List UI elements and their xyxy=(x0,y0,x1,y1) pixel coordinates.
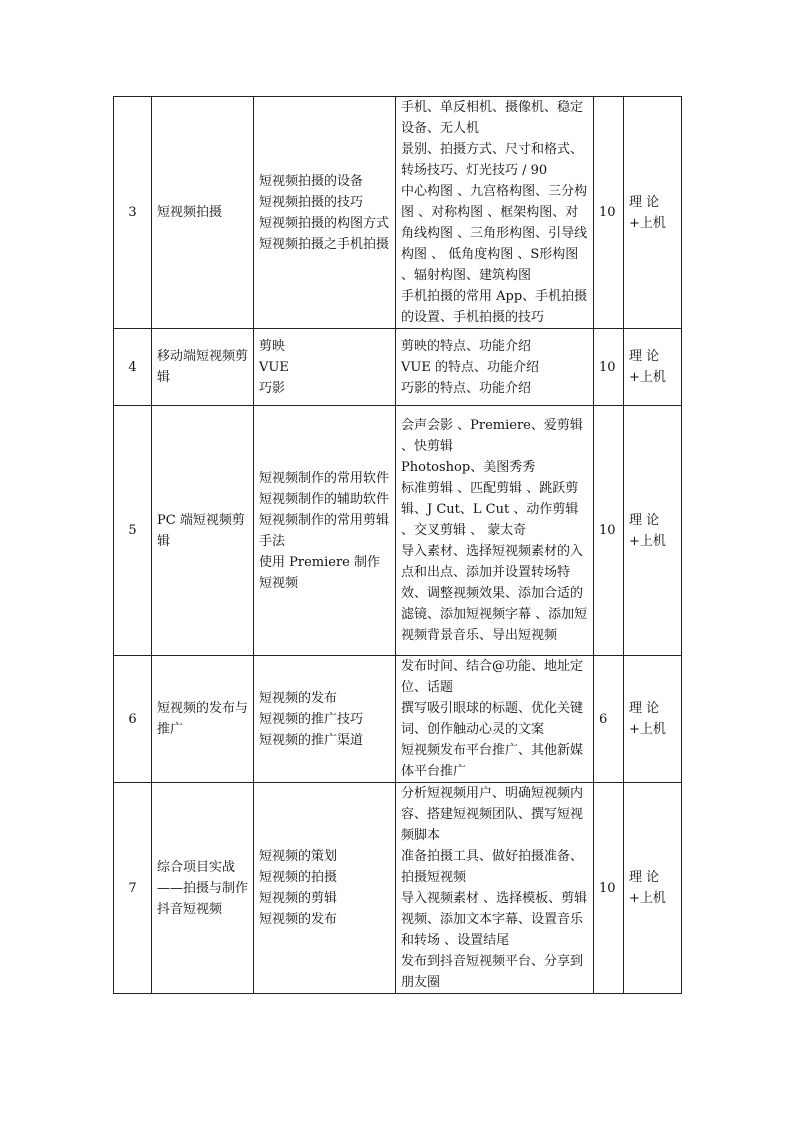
content-item: 手机拍摄的常用 App、手机拍摄的设置、手机拍摄的技巧 xyxy=(401,289,588,325)
hours-cell: 6 xyxy=(594,656,624,783)
topic-item: 短视频的拍摄 xyxy=(259,870,338,885)
topic-item: 巧影 xyxy=(259,380,286,396)
topic-item: 短视频拍摄的设备 xyxy=(259,173,364,189)
table-row xyxy=(114,656,682,783)
row-number: 6 xyxy=(114,656,152,783)
content-item: 景别、拍摄方式、尺寸和格式、转场技巧、灯光技巧 / 90 xyxy=(401,142,584,178)
hours-cell: 10 xyxy=(594,783,624,994)
hours-cell: 10 xyxy=(594,97,624,329)
content-cell xyxy=(396,656,594,783)
content-item: 剪映的特点、功能介绍 xyxy=(401,338,532,354)
module-title: 移动端短视频剪辑 xyxy=(152,329,254,406)
topic-item: 短视频拍摄的构图方式 xyxy=(259,215,390,231)
module-title: 短视频拍摄 xyxy=(152,97,254,329)
content-cell xyxy=(396,783,594,994)
course-schedule-table xyxy=(113,96,682,994)
table-row xyxy=(114,329,682,406)
topic-item: 短视频制作的常用剪辑手法 xyxy=(259,512,390,549)
topic-item: 短视频的剪辑 xyxy=(259,891,338,906)
teaching-mode: 理 论 +上机 xyxy=(624,406,682,656)
teaching-mode: 理 论 +上机 xyxy=(624,656,682,783)
content-item: 手机、单反相机、摄像机、稳定设备、无人机 xyxy=(401,100,584,136)
content-item: 标准剪辑 、匹配剪辑 、跳跃剪辑、J Cut、L Cut 、动作剪辑 、交叉剪辑 、 蒙太奇 xyxy=(401,481,579,538)
row-number: 5 xyxy=(114,406,152,656)
row-number: 4 xyxy=(114,329,152,406)
table-row xyxy=(114,97,682,329)
table-row xyxy=(114,783,682,994)
hours-cell: 10 xyxy=(594,406,624,656)
content-item: 导入视频素材 、选择模板、剪辑视频、添加文本字幕、设置音乐和转场 、设置结尾 xyxy=(401,891,588,948)
topic-item: 短视频的策划 xyxy=(259,849,338,864)
hours-cell: 10 xyxy=(594,329,624,406)
topic-item: 短视频的推广技巧 xyxy=(259,711,364,727)
module-title: 短视频的发布与推广 xyxy=(152,656,254,783)
module-title: 综合项目实战——拍摄与制作抖音短视频 xyxy=(152,783,254,994)
teaching-mode: 理 论 +上机 xyxy=(624,783,682,994)
module-title: PC 端短视频剪辑 xyxy=(152,406,254,656)
topic-item: 短视频的发布 xyxy=(259,690,338,706)
topics-cell xyxy=(254,783,396,994)
content-item: 分析短视频用户、明确短视频内容、搭建短视频团队、撰写短视频脚本 xyxy=(401,786,584,843)
content-item: 巧影的特点、功能介绍 xyxy=(401,380,532,396)
topics-cell xyxy=(254,329,396,406)
teaching-mode: 理 论 +上机 xyxy=(624,97,682,329)
topic-item: 短视频制作的常用软件 xyxy=(259,470,390,486)
content-cell xyxy=(396,406,594,656)
topic-item: 短视频拍摄的技巧 xyxy=(259,194,364,210)
content-item: 短视频发布平台推广、其他新媒体平台推广 xyxy=(401,743,584,779)
content-item: 导入素材、选择短视频素材的入点和出点、添加并设置转场特效、调整视频效果、添加合适的滤镜、添加短视频字幕 、添加短视频背景音乐、导出短视频 xyxy=(401,544,588,643)
content-item: VUE 的特点、功能介绍 xyxy=(401,359,539,375)
content-item: 准备拍摄工具、做好拍摄准备、拍摄短视频 xyxy=(401,849,584,885)
row-number: 3 xyxy=(114,97,152,329)
content-item: Photoshop、美图秀秀 xyxy=(401,460,536,475)
table-row xyxy=(114,406,682,656)
topic-item: 短视频制作的辅助软件 xyxy=(259,491,390,507)
topics-cell xyxy=(254,656,396,783)
content-item: 发布到抖音短视频平台、分享到朋友圈 xyxy=(401,954,584,990)
content-item: 撰写吸引眼球的标题、优化关键词、创作触动心灵的文案 xyxy=(401,701,584,737)
content-cell xyxy=(396,97,594,329)
topic-item: 剪映 xyxy=(259,338,286,354)
topic-item: 短视频的推广渠道 xyxy=(259,732,364,748)
teaching-mode: 理 论 +上机 xyxy=(624,329,682,406)
topic-item: VUE xyxy=(259,359,289,375)
content-item: 会声会影 、Premiere、爱剪辑 、快剪辑 xyxy=(401,418,583,454)
topic-item: 短视频的发布 xyxy=(259,912,338,927)
topics-cell xyxy=(254,406,396,656)
content-cell xyxy=(396,329,594,406)
topic-item: 使用 Premiere 制作短视频 xyxy=(259,554,381,591)
topics-cell xyxy=(254,97,396,329)
content-item: 发布时间、结合@功能、地址定位、话题 xyxy=(401,659,584,695)
topic-item: 短视频拍摄之手机拍摄 xyxy=(259,236,390,252)
content-item: 中心构图 、九宫格构图、三分构图 、对称构图 、框架构图、对角线构图 、三角形构图、引导线构图 、 低角度构图 、S形构图 、辐射构图、建筑构图 xyxy=(401,184,588,283)
row-number: 7 xyxy=(114,783,152,994)
